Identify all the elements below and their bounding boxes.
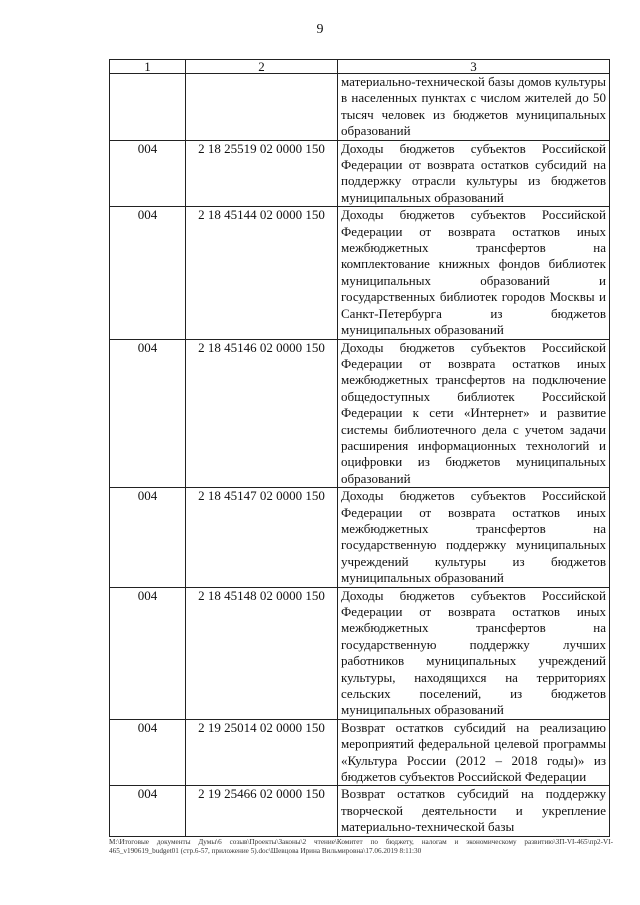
- budget-code-cell: 2 18 45146 02 0000 150: [186, 339, 338, 488]
- file-path-footer: M:\Итоговые документы Думы\6 созыв\Проекты\Законы\2 чтение\Комитет по бюджету, налогам и экономическому развитию\ЗП-VI-465\пр2-VI-465_v190619_budget01 (стр.6-57, приложение 5).doc\Шевцова Ирина Вильмировна\17.06.2019 8:11:30: [109, 838, 613, 855]
- budget-code-cell: 2 18 25519 02 0000 150: [186, 140, 338, 207]
- admin-code-cell: 004: [110, 207, 186, 339]
- admin-code-cell: 004: [110, 488, 186, 587]
- description-cell: материально-технической базы домов культуры в населенных пунктах с числом жителей до 50 тысяч человек из бюджетов муниципальных образований: [338, 74, 610, 141]
- table-row: [110, 488, 610, 587]
- description-cell: Доходы бюджетов субъектов Российской Федерации от возврата остатков иных межбюджетных трансфертов на комплектование книжных фондов библиотек муниципальных образований и государственных библиотек городов Москвы и Санкт-Петербурга из бюджетов муниципальных образований: [338, 207, 610, 339]
- description-cell: Доходы бюджетов субъектов Российской Федерации от возврата остатков субсидий на поддержку отрасли культуры из бюджетов муниципальных образований: [338, 140, 610, 207]
- table-header-row: [110, 60, 610, 74]
- budget-classification-table: [109, 59, 610, 837]
- column-header-1: 1: [110, 60, 186, 74]
- description-cell: Доходы бюджетов субъектов Российской Федерации от возврата остатков иных межбюджетных трансфертов на подключение общедоступных библиотек Российской Федерации к сети «Интернет» и развитие системы библиотечного дела с учетом задачи расширения информационных технологий и оцифровки из бюджетов муниципальных образований: [338, 339, 610, 488]
- column-header-3: 3: [338, 60, 610, 74]
- table-row: [110, 719, 610, 786]
- table-row: [110, 207, 610, 339]
- budget-code-cell: 2 19 25466 02 0000 150: [186, 786, 338, 836]
- admin-code-cell: 004: [110, 140, 186, 207]
- description-cell: Доходы бюджетов субъектов Российской Федерации от возврата остатков иных межбюджетных трансфертов на государственную поддержку лучших работников муниципальных учреждений культуры, находящихся на территориях сельских поселений, из бюджетов муниципальных образований: [338, 587, 610, 719]
- description-cell: Возврат остатков субсидий на реализацию мероприятий федеральной целевой программы «Культура России (2012 – 2018 годы)» из бюджетов субъектов Российской Федерации: [338, 719, 610, 786]
- budget-code-cell: [186, 74, 338, 141]
- description-cell: Возврат остатков субсидий на поддержку творческой деятельности и укрепление материально-технической базы: [338, 786, 610, 836]
- budget-code-cell: 2 19 25014 02 0000 150: [186, 719, 338, 786]
- table-row: [110, 786, 610, 836]
- budget-code-cell: 2 18 45144 02 0000 150: [186, 207, 338, 339]
- admin-code-cell: 004: [110, 786, 186, 836]
- column-header-2: 2: [186, 60, 338, 74]
- table-row: [110, 339, 610, 488]
- admin-code-cell: 004: [110, 587, 186, 719]
- admin-code-cell: 004: [110, 339, 186, 488]
- page-number: 9: [316, 22, 324, 37]
- table-row: [110, 140, 610, 207]
- budget-code-cell: 2 18 45148 02 0000 150: [186, 587, 338, 719]
- table-row: [110, 74, 610, 141]
- description-cell: Доходы бюджетов субъектов Российской Федерации от возврата остатков иных межбюджетных трансфертов на государственную поддержку муниципальных учреждений культуры из бюджетов муниципальных образований: [338, 488, 610, 587]
- admin-code-cell: 004: [110, 719, 186, 786]
- table-row: [110, 587, 610, 719]
- admin-code-cell: [110, 74, 186, 141]
- budget-code-cell: 2 18 45147 02 0000 150: [186, 488, 338, 587]
